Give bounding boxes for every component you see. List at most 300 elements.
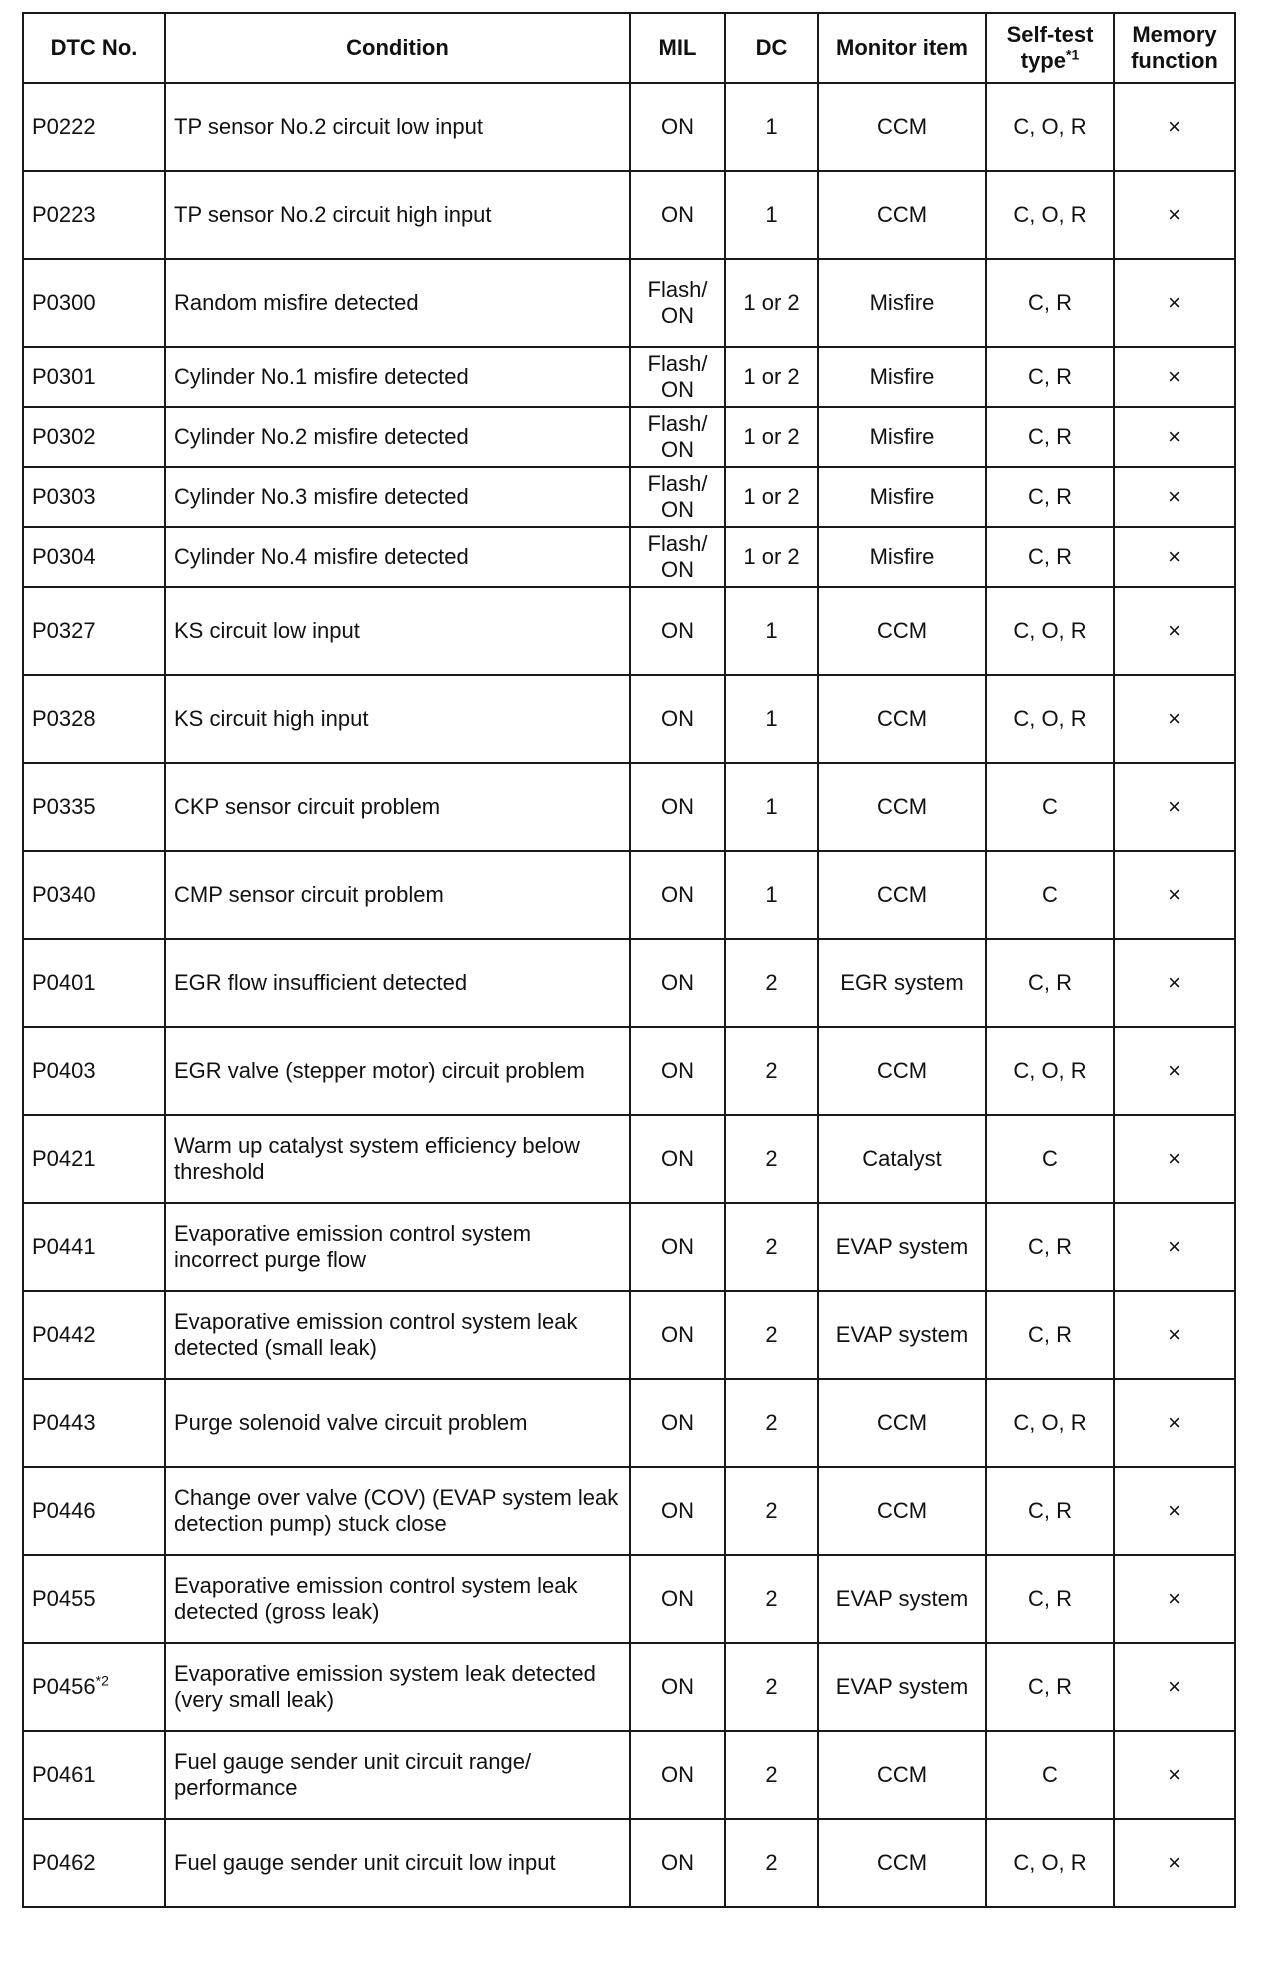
table-row xyxy=(23,1203,1235,1291)
cell-memory-function-text: × xyxy=(1168,1762,1181,1787)
cell-dtc-no-text: P0462 xyxy=(32,1850,96,1875)
cell-self-test-type xyxy=(986,939,1114,1027)
cell-self-test-type xyxy=(986,1731,1114,1819)
cell-memory-function xyxy=(1114,939,1235,1027)
cell-monitor-item xyxy=(818,171,986,259)
table-row xyxy=(23,1643,1235,1731)
cell-dc-text: 1 or 2 xyxy=(743,424,800,449)
cell-memory-function xyxy=(1114,83,1235,171)
cell-dtc-no xyxy=(23,1555,165,1643)
cell-memory-function-text: × xyxy=(1168,1234,1181,1259)
cell-monitor-item xyxy=(818,1819,986,1907)
cell-self-test-type-text: C, O, R xyxy=(1013,114,1087,139)
cell-mil-text: Flash/ ON xyxy=(647,411,708,462)
cell-memory-function-text: × xyxy=(1168,882,1181,907)
cell-memory-function xyxy=(1114,407,1235,467)
cell-dc-text: 2 xyxy=(765,1058,778,1083)
cell-dtc-no-text: P0222 xyxy=(32,114,96,139)
cell-condition xyxy=(165,851,630,939)
cell-monitor-item xyxy=(818,527,986,587)
cell-condition-text: Cylinder No.4 misfire detected xyxy=(174,544,469,569)
cell-mil-text: ON xyxy=(661,618,694,643)
cell-dtc-no-text: P0340 xyxy=(32,882,96,907)
cell-dtc-no xyxy=(23,1291,165,1379)
cell-memory-function xyxy=(1114,1379,1235,1467)
cell-dtc-no-text: P0443 xyxy=(32,1410,96,1435)
cell-condition xyxy=(165,1027,630,1115)
cell-dc-text: 2 xyxy=(765,1498,778,1523)
header-self-test-footnote: *1 xyxy=(1066,46,1080,63)
cell-memory-function xyxy=(1114,587,1235,675)
cell-dtc-no-text: P0441 xyxy=(32,1234,96,1259)
table-row xyxy=(23,1379,1235,1467)
cell-condition-text: CMP sensor circuit problem xyxy=(174,882,444,907)
cell-mil-text: ON xyxy=(661,1146,694,1171)
cell-memory-function-text: × xyxy=(1168,1146,1181,1171)
cell-condition-text: Change over valve (COV) (EVAP system leak detection pump) stuck close xyxy=(174,1485,619,1536)
cell-memory-function xyxy=(1114,347,1235,407)
table-row xyxy=(23,1731,1235,1819)
cell-monitor-item-text: EGR system xyxy=(840,970,964,995)
cell-mil-text: ON xyxy=(661,1234,694,1259)
cell-condition xyxy=(165,675,630,763)
cell-memory-function-text: × xyxy=(1168,1058,1181,1083)
cell-monitor-item-text: EVAP system xyxy=(835,1234,969,1259)
cell-dtc-no-text: P0461 xyxy=(32,1762,96,1787)
cell-memory-function xyxy=(1114,1115,1235,1203)
cell-monitor-item xyxy=(818,1379,986,1467)
cell-dc xyxy=(725,675,818,763)
cell-mil xyxy=(630,763,725,851)
cell-monitor-item xyxy=(818,763,986,851)
cell-dc xyxy=(725,171,818,259)
cell-condition-text: Cylinder No.3 misfire detected xyxy=(174,484,469,509)
cell-dc xyxy=(725,587,818,675)
cell-dc xyxy=(725,527,818,587)
cell-monitor-item xyxy=(818,83,986,171)
header-condition: Condition xyxy=(165,13,630,83)
cell-dc-text: 1 xyxy=(765,882,778,907)
header-monitor-item: Monitor item xyxy=(818,13,986,83)
cell-dc-text: 2 xyxy=(765,1410,778,1435)
cell-mil-text: ON xyxy=(661,1322,694,1347)
cell-self-test-type-text: C, O, R xyxy=(1013,1410,1087,1435)
cell-monitor-item xyxy=(818,939,986,1027)
cell-self-test-type xyxy=(986,763,1114,851)
cell-monitor-item xyxy=(818,851,986,939)
cell-dtc-no-text: P0455 xyxy=(32,1586,96,1611)
cell-self-test-type xyxy=(986,587,1114,675)
cell-condition xyxy=(165,1555,630,1643)
cell-condition-text: Evaporative emission control system incorrect purge flow xyxy=(174,1221,532,1272)
cell-mil xyxy=(630,527,725,587)
cell-dtc-no-text: P0300 xyxy=(32,290,96,315)
cell-dtc-no-text: P0403 xyxy=(32,1058,96,1083)
cell-memory-function-text: × xyxy=(1168,1498,1181,1523)
cell-mil-text: ON xyxy=(661,794,694,819)
cell-dc xyxy=(725,1467,818,1555)
cell-condition-text: Fuel gauge sender unit circuit range/ performance xyxy=(174,1749,532,1800)
cell-self-test-type-text: C, R xyxy=(1028,484,1072,509)
cell-dtc-no xyxy=(23,587,165,675)
cell-memory-function xyxy=(1114,1203,1235,1291)
cell-self-test-type-text: C, R xyxy=(1028,1674,1072,1699)
cell-dc xyxy=(725,259,818,347)
cell-condition xyxy=(165,1467,630,1555)
cell-dtc-no-text: P0442 xyxy=(32,1322,96,1347)
cell-memory-function-text: × xyxy=(1168,1322,1181,1347)
cell-self-test-type xyxy=(986,83,1114,171)
cell-dtc-no-text: P0421 xyxy=(32,1146,96,1171)
cell-dtc-no xyxy=(23,939,165,1027)
cell-self-test-type xyxy=(986,1555,1114,1643)
cell-monitor-item-text: CCM xyxy=(876,1058,928,1083)
cell-monitor-item-text: CCM xyxy=(876,1410,928,1435)
cell-condition xyxy=(165,527,630,587)
cell-mil xyxy=(630,1819,725,1907)
cell-dtc-no xyxy=(23,1643,165,1731)
cell-self-test-type xyxy=(986,675,1114,763)
cell-mil xyxy=(630,1555,725,1643)
cell-memory-function xyxy=(1114,1555,1235,1643)
cell-mil xyxy=(630,939,725,1027)
cell-dc-text: 2 xyxy=(765,1586,778,1611)
cell-self-test-type-text: C, O, R xyxy=(1013,706,1087,731)
cell-memory-function xyxy=(1114,1027,1235,1115)
cell-dc-text: 1 xyxy=(765,202,778,227)
cell-dtc-no xyxy=(23,1731,165,1819)
cell-condition-text: Evaporative emission control system leak detected (small leak) xyxy=(174,1309,578,1360)
cell-dtc-no-text: P0456 xyxy=(32,1674,96,1699)
cell-mil xyxy=(630,1027,725,1115)
cell-monitor-item xyxy=(818,1467,986,1555)
cell-condition-text: Fuel gauge sender unit circuit low input xyxy=(174,1850,556,1875)
cell-memory-function-text: × xyxy=(1168,1674,1181,1699)
cell-mil xyxy=(630,1731,725,1819)
cell-self-test-type xyxy=(986,1115,1114,1203)
cell-mil xyxy=(630,407,725,467)
cell-dc-text: 2 xyxy=(765,1322,778,1347)
cell-monitor-item-text: Misfire xyxy=(869,290,935,315)
table-row xyxy=(23,763,1235,851)
cell-mil-text: Flash/ ON xyxy=(647,277,708,328)
cell-dtc-no xyxy=(23,407,165,467)
table-row xyxy=(23,851,1235,939)
cell-condition-text: Cylinder No.2 misfire detected xyxy=(174,424,469,449)
table-row xyxy=(23,1555,1235,1643)
table-row xyxy=(23,407,1235,467)
cell-condition-text: EGR flow insufficient detected xyxy=(174,970,468,995)
cell-dc xyxy=(725,1731,818,1819)
cell-memory-function xyxy=(1114,527,1235,587)
cell-memory-function xyxy=(1114,467,1235,527)
cell-memory-function-text: × xyxy=(1168,618,1181,643)
cell-dc xyxy=(725,467,818,527)
cell-dc-text: 2 xyxy=(765,1234,778,1259)
cell-condition xyxy=(165,407,630,467)
cell-dtc-no-text: P0302 xyxy=(32,424,96,449)
cell-monitor-item xyxy=(818,407,986,467)
cell-mil xyxy=(630,851,725,939)
cell-condition-text: Evaporative emission system leak detected (very small leak) xyxy=(174,1661,596,1712)
cell-self-test-type-text: C xyxy=(1042,794,1058,819)
cell-condition xyxy=(165,347,630,407)
cell-self-test-type-text: C, R xyxy=(1028,364,1072,389)
cell-dc xyxy=(725,939,818,1027)
cell-self-test-type xyxy=(986,1203,1114,1291)
cell-dtc-no xyxy=(23,1027,165,1115)
cell-memory-function xyxy=(1114,851,1235,939)
cell-self-test-type xyxy=(986,1027,1114,1115)
cell-self-test-type xyxy=(986,259,1114,347)
cell-monitor-item-text: CCM xyxy=(876,1850,928,1875)
cell-dtc-no-text: P0446 xyxy=(32,1498,96,1523)
header-self-test-type xyxy=(986,13,1114,83)
table-header-row xyxy=(23,13,1235,83)
dtc-table-page xyxy=(22,12,1236,1908)
cell-mil-text: ON xyxy=(661,1674,694,1699)
cell-mil xyxy=(630,1643,725,1731)
cell-mil xyxy=(630,1115,725,1203)
cell-self-test-type xyxy=(986,467,1114,527)
table-row xyxy=(23,1115,1235,1203)
cell-memory-function xyxy=(1114,1643,1235,1731)
cell-mil-text: ON xyxy=(661,1586,694,1611)
cell-condition xyxy=(165,1731,630,1819)
cell-mil-text: ON xyxy=(661,882,694,907)
cell-dtc-no-text: P0303 xyxy=(32,484,96,509)
cell-dtc-no-text: P0304 xyxy=(32,544,96,569)
cell-dc-text: 2 xyxy=(765,970,778,995)
table-body xyxy=(23,83,1235,1907)
cell-dc-text: 1 xyxy=(765,706,778,731)
cell-mil-text: ON xyxy=(661,1058,694,1083)
cell-condition xyxy=(165,587,630,675)
cell-condition xyxy=(165,1291,630,1379)
cell-dc xyxy=(725,1819,818,1907)
cell-dc xyxy=(725,851,818,939)
cell-dtc-no-text: P0327 xyxy=(32,618,96,643)
cell-dc-text: 2 xyxy=(765,1850,778,1875)
cell-self-test-type-text: C xyxy=(1042,1762,1058,1787)
cell-self-test-type-text: C, R xyxy=(1028,290,1072,315)
cell-mil-text: ON xyxy=(661,114,694,139)
cell-condition xyxy=(165,763,630,851)
cell-memory-function-text: × xyxy=(1168,364,1181,389)
cell-self-test-type xyxy=(986,347,1114,407)
cell-dc-text: 1 xyxy=(765,114,778,139)
cell-mil xyxy=(630,675,725,763)
table-row xyxy=(23,467,1235,527)
cell-self-test-type-text: C, R xyxy=(1028,424,1072,449)
cell-condition-text: Evaporative emission control system leak detected (gross leak) xyxy=(174,1573,578,1624)
cell-self-test-type xyxy=(986,1643,1114,1731)
cell-dc xyxy=(725,1379,818,1467)
cell-dc-text: 1 or 2 xyxy=(743,290,800,315)
cell-monitor-item xyxy=(818,1731,986,1819)
cell-self-test-type xyxy=(986,527,1114,587)
cell-self-test-type xyxy=(986,171,1114,259)
table-row xyxy=(23,675,1235,763)
cell-dtc-no xyxy=(23,527,165,587)
cell-dtc-no xyxy=(23,259,165,347)
table-row xyxy=(23,259,1235,347)
cell-memory-function-text: × xyxy=(1168,1410,1181,1435)
cell-dc-text: 1 xyxy=(765,794,778,819)
cell-monitor-item xyxy=(818,1291,986,1379)
cell-condition-text: Random misfire detected xyxy=(174,290,419,315)
cell-memory-function xyxy=(1114,1731,1235,1819)
cell-dtc-no-text: P0301 xyxy=(32,364,96,389)
cell-dtc-no xyxy=(23,171,165,259)
cell-condition-text: Cylinder No.1 misfire detected xyxy=(174,364,469,389)
cell-dc xyxy=(725,407,818,467)
table-row xyxy=(23,83,1235,171)
cell-condition xyxy=(165,1203,630,1291)
cell-self-test-type-text: C, O, R xyxy=(1013,618,1087,643)
cell-condition xyxy=(165,1379,630,1467)
cell-memory-function-text: × xyxy=(1168,424,1181,449)
cell-condition xyxy=(165,1819,630,1907)
header-dtc-no: DTC No. xyxy=(23,13,165,83)
cell-mil xyxy=(630,171,725,259)
cell-monitor-item xyxy=(818,675,986,763)
cell-monitor-item-text: CCM xyxy=(876,618,928,643)
cell-mil xyxy=(630,1467,725,1555)
cell-monitor-item-text: CCM xyxy=(876,202,928,227)
cell-self-test-type-text: C, O, R xyxy=(1013,1850,1087,1875)
cell-mil xyxy=(630,83,725,171)
cell-dc xyxy=(725,1027,818,1115)
cell-monitor-item xyxy=(818,1115,986,1203)
cell-condition xyxy=(165,171,630,259)
cell-memory-function-text: × xyxy=(1168,1586,1181,1611)
cell-condition-text: EGR valve (stepper motor) circuit problem xyxy=(174,1058,585,1083)
cell-memory-function-text: × xyxy=(1168,970,1181,995)
cell-condition xyxy=(165,467,630,527)
cell-condition xyxy=(165,83,630,171)
cell-memory-function-text: × xyxy=(1168,484,1181,509)
cell-self-test-type-text: C, R xyxy=(1028,1234,1072,1259)
header-memory-function: Memory function xyxy=(1114,13,1235,83)
table-row xyxy=(23,347,1235,407)
cell-dtc-no-text: P0223 xyxy=(32,202,96,227)
cell-condition-text: Purge solenoid valve circuit problem xyxy=(174,1410,528,1435)
cell-mil-text: ON xyxy=(661,970,694,995)
cell-mil-text: ON xyxy=(661,1762,694,1787)
header-mil: MIL xyxy=(630,13,725,83)
cell-monitor-item-text: CCM xyxy=(876,794,928,819)
table-row xyxy=(23,171,1235,259)
cell-dc xyxy=(725,1115,818,1203)
cell-memory-function-text: × xyxy=(1168,544,1181,569)
cell-dtc-no xyxy=(23,1467,165,1555)
cell-dtc-no xyxy=(23,347,165,407)
cell-monitor-item-text: EVAP system xyxy=(835,1322,969,1347)
cell-self-test-type xyxy=(986,1379,1114,1467)
cell-mil-text: Flash/ ON xyxy=(647,471,708,522)
cell-mil xyxy=(630,1203,725,1291)
cell-mil-text: ON xyxy=(661,706,694,731)
cell-condition-text: KS circuit high input xyxy=(174,706,369,731)
cell-memory-function-text: × xyxy=(1168,290,1181,315)
cell-mil xyxy=(630,259,725,347)
cell-condition xyxy=(165,939,630,1027)
cell-monitor-item xyxy=(818,1555,986,1643)
cell-condition xyxy=(165,1115,630,1203)
cell-dtc-no xyxy=(23,467,165,527)
cell-mil-text: ON xyxy=(661,1410,694,1435)
cell-memory-function xyxy=(1114,171,1235,259)
cell-dtc-no xyxy=(23,675,165,763)
cell-dc xyxy=(725,1291,818,1379)
table-row xyxy=(23,587,1235,675)
cell-dtc-no xyxy=(23,1819,165,1907)
cell-dtc-no xyxy=(23,851,165,939)
cell-dc-text: 1 or 2 xyxy=(743,484,800,509)
cell-self-test-type xyxy=(986,407,1114,467)
cell-condition-text: TP sensor No.2 circuit high input xyxy=(174,202,492,227)
cell-condition xyxy=(165,259,630,347)
cell-mil-text: ON xyxy=(661,202,694,227)
cell-monitor-item xyxy=(818,259,986,347)
cell-dtc-no xyxy=(23,1203,165,1291)
cell-dtc-no-text: P0401 xyxy=(32,970,96,995)
cell-mil-text: ON xyxy=(661,1850,694,1875)
table-row xyxy=(23,527,1235,587)
header-self-test-label: Self-test type xyxy=(1006,22,1094,73)
cell-dtc-no xyxy=(23,1115,165,1203)
cell-self-test-type xyxy=(986,1467,1114,1555)
cell-dc-text: 2 xyxy=(765,1674,778,1699)
cell-self-test-type-text: C, R xyxy=(1028,1498,1072,1523)
cell-dtc-no-text: P0335 xyxy=(32,794,96,819)
cell-monitor-item-text: EVAP system xyxy=(835,1586,969,1611)
cell-monitor-item xyxy=(818,467,986,527)
cell-memory-function xyxy=(1114,675,1235,763)
cell-monitor-item-text: CCM xyxy=(876,706,928,731)
cell-monitor-item xyxy=(818,1643,986,1731)
cell-mil xyxy=(630,587,725,675)
cell-monitor-item-text: CCM xyxy=(876,882,928,907)
cell-monitor-item-text: Misfire xyxy=(869,484,935,509)
cell-monitor-item-text: Catalyst xyxy=(862,1146,942,1171)
cell-dtc-no xyxy=(23,763,165,851)
cell-dtc-no xyxy=(23,1379,165,1467)
cell-mil-text: Flash/ ON xyxy=(647,351,708,402)
cell-mil xyxy=(630,347,725,407)
cell-monitor-item xyxy=(818,1027,986,1115)
cell-monitor-item xyxy=(818,1203,986,1291)
cell-self-test-type-text: C, R xyxy=(1028,1586,1072,1611)
cell-monitor-item-text: Misfire xyxy=(869,364,935,389)
cell-self-test-type-text: C, R xyxy=(1028,544,1072,569)
cell-dc xyxy=(725,1203,818,1291)
cell-memory-function xyxy=(1114,259,1235,347)
table-row xyxy=(23,1027,1235,1115)
cell-self-test-type-text: C, R xyxy=(1028,1322,1072,1347)
cell-condition-text: CKP sensor circuit problem xyxy=(174,794,441,819)
cell-dc xyxy=(725,1643,818,1731)
cell-monitor-item-text: Misfire xyxy=(869,424,935,449)
cell-memory-function xyxy=(1114,1467,1235,1555)
cell-condition xyxy=(165,1643,630,1731)
cell-dtc-footnote: *2 xyxy=(95,1672,109,1689)
cell-monitor-item-text: CCM xyxy=(876,1498,928,1523)
cell-monitor-item xyxy=(818,587,986,675)
cell-memory-function xyxy=(1114,1291,1235,1379)
table-row xyxy=(23,1467,1235,1555)
